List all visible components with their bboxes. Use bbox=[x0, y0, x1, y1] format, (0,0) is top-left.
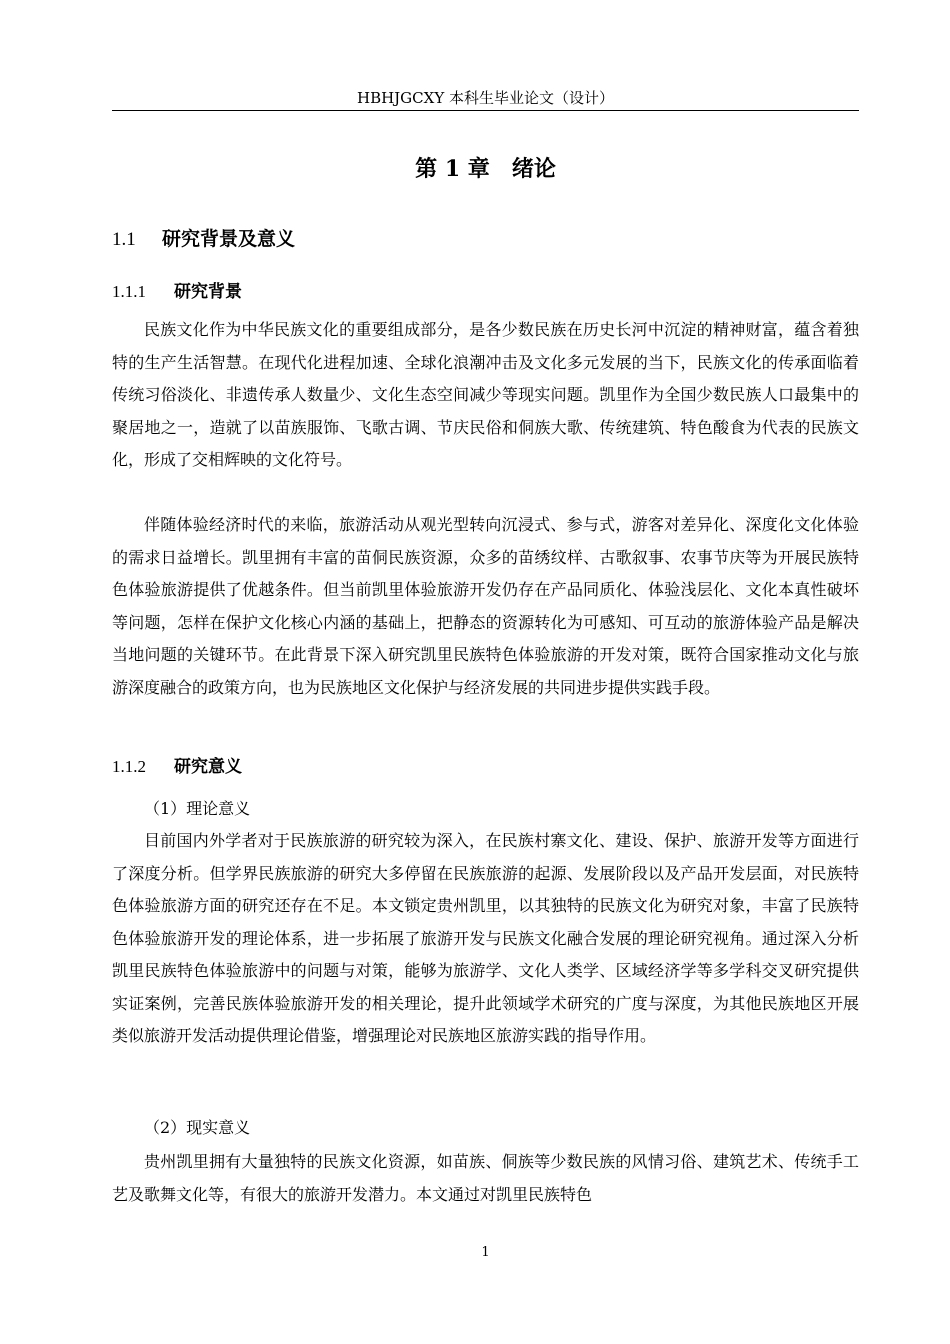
background-paragraph-1: 民族文化作为中华民族文化的重要组成部分，是各少数民族在历史长河中沉淀的精神财富，蕴含着独特的生产生活智慧。在现代化进程加速、全球化浪潮冲击及文化多元发展的当下，民族文化的传承面临着传统习俗淡化、非遗传承人数量少、文化生态空间减少等现实问题。凯里作为全国少数民族人口最集中的聚居地之一，造就了以苗族服饰、飞歌古调、节庆民俗和侗族大歌、传统建筑、特色酸食为代表的民族文化，形成了交相辉映的文化符号。 bbox=[112, 320, 859, 469]
subsection-title: 研究意义 bbox=[174, 757, 242, 777]
section-heading-1-1 bbox=[112, 226, 295, 253]
practice-significance-paragraph: 贵州凯里拥有大量独特的民族文化资源，如苗族、侗族等少数民族的风情习俗、建筑艺术、传统手工艺及歌舞文化等，有很大的旅游开发潜力。本文通过对凯里民族特色 bbox=[112, 1152, 859, 1204]
subsection-title: 研究背景 bbox=[174, 282, 242, 302]
header-divider bbox=[112, 110, 859, 111]
background-paragraph-2: 伴随体验经济时代的来临，旅游活动从观光型转向沉浸式、参与式，游客对差异化、深度化文化体验的需求日益增长。凯里拥有丰富的苗侗民族资源，众多的苗绣纹样、古歌叙事、农事节庆等为开展民族特色体验旅游提供了优越条件。但当前凯里体验旅游开发仍存在产品同质化、体验浅层化、文化本真性破坏等问题，怎样在保护文化核心内涵的基础上，把静态的资源转化为可感知、可互动的旅游体验产品是解决当地问题的关键环节。在此背景下深入研究凯里民族特色体验旅游的开发对策，既符合国家推动文化与旅游深度融合的政策方向，也为民族地区文化保护与经济发展的共同进步提供实践手段。 bbox=[112, 515, 859, 697]
subsection-heading-1-1-1 bbox=[112, 280, 242, 304]
subsection-heading-1-1-2 bbox=[112, 755, 242, 779]
subsection-number: 1.1.1 bbox=[112, 282, 146, 301]
section-number: 1.1 bbox=[112, 229, 136, 250]
chapter-title bbox=[112, 154, 859, 184]
chapter-number: 第 1 章 bbox=[415, 156, 490, 182]
page-number: 1 bbox=[481, 1245, 490, 1260]
chapter-name: 绪论 bbox=[511, 156, 556, 182]
running-header: HBHJGCXY 本科生毕业论文（设计） bbox=[356, 89, 614, 107]
section-title: 研究背景及意义 bbox=[162, 228, 296, 250]
theory-significance-paragraph: 目前国内外学者对于民族旅游的研究较为深入，在民族村寨文化、建设、保护、旅游开发等方面进行了深度分析。但学界民族旅游的研究大多停留在民族旅游的起源、发展阶段以及产品开发层面，对民族特色体验旅游方面的研究还存在不足。本文锁定贵州凯里，以其独特的民族文化为研究对象，丰富了民族特色体验旅游开发的理论体系，进一步拓展了旅游开发与民族文化融合发展的理论研究视角。通过深入分析凯里民族特色体验旅游中的问题与对策，能够为旅游学、文化人类学、区域经济学等多学科交叉研究提供实证案例，完善民族体验旅游开发的相关理论，提升此领域学术研究的广度与深度，为其他民族地区开展类似旅游开发活动提供理论借鉴，增强理论对民族地区旅游实践的指导作用。 bbox=[112, 831, 859, 1045]
practice-significance-label: （2）现实意义 bbox=[144, 1118, 251, 1137]
theory-significance-label: （1）理论意义 bbox=[144, 799, 251, 818]
subsection-number: 1.1.2 bbox=[112, 757, 146, 776]
